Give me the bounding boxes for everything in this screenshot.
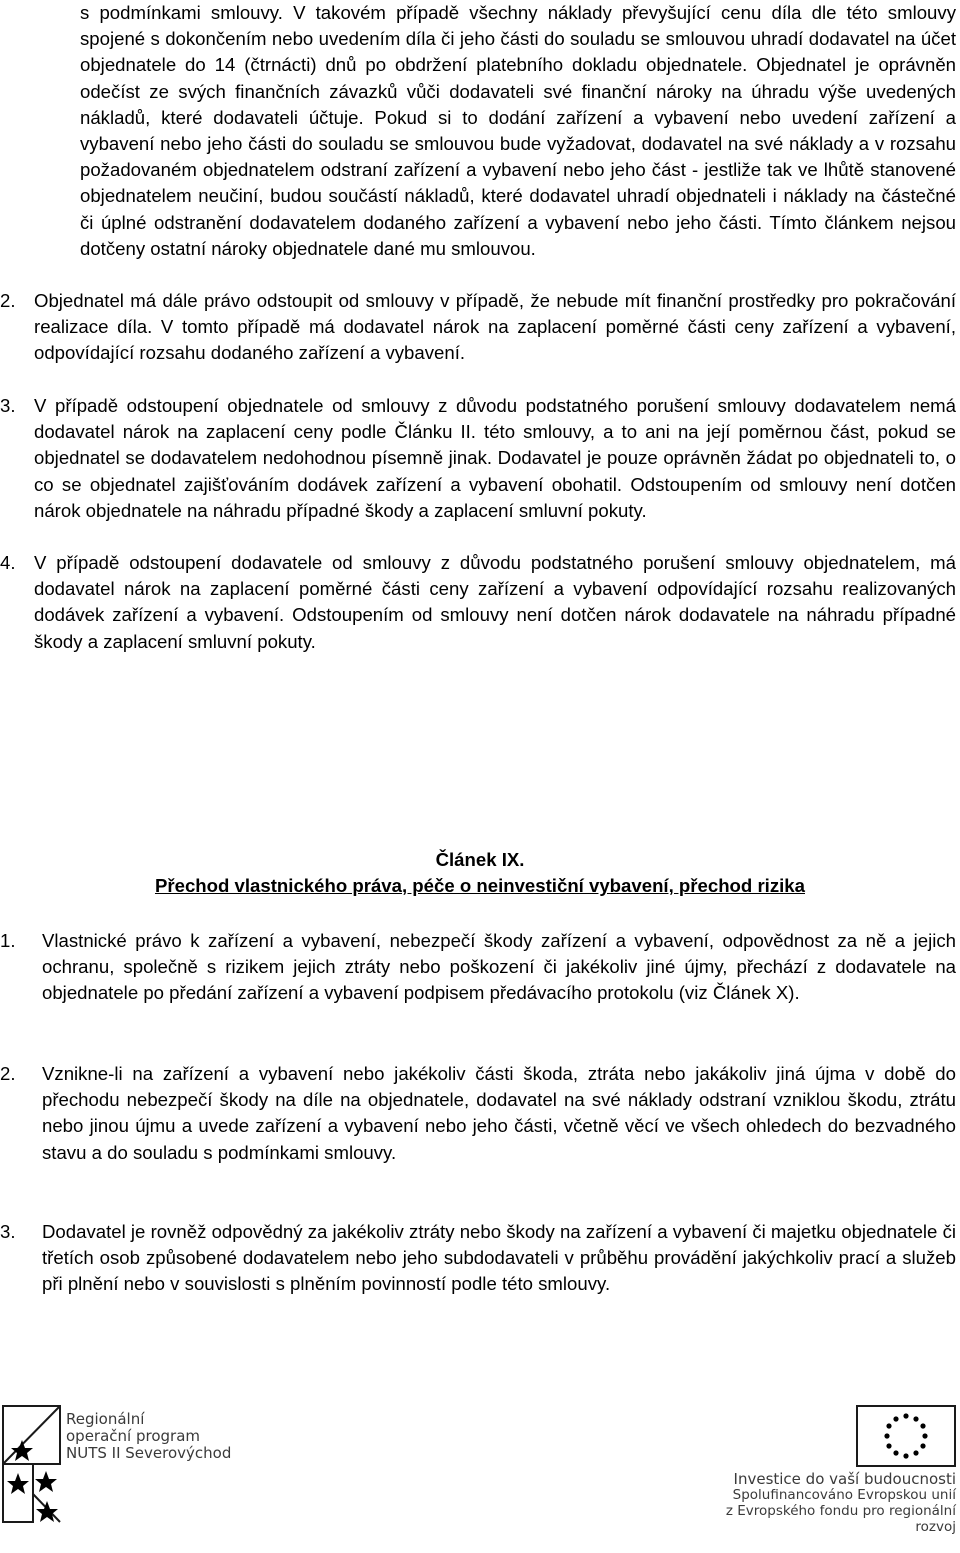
eu-line-2: Spolufinancováno Evropskou unií [732,1487,956,1503]
rop-logo-text [66,1411,231,1462]
item-number: 3. [0,1221,16,1242]
star-icon [35,1471,57,1492]
rop-logo [2,1405,242,1525]
eu-line-3: z Evropského fondu pro regionální rozvoj [725,1503,956,1535]
item-number: 3. [0,395,16,416]
article-title: Článek IX. [435,849,525,870]
rop-line-3: NUTS II Severovýchod [66,1444,232,1462]
rop-line-2: operační program [66,1427,201,1445]
item-text: V případě odstoupení dodavatele od smlouvy z důvodu podstatného porušení smlouvy objednatelem, má dodavatel nárok na zaplacení poměrné části ceny zařízení a vybavení odpovídající rozsahu realizovaných dodávek zařízení a vybavení. Odstoupením od smlouvy není dotčen nárok dodavatele na náhradu případné škody a zaplacení smluvní pokuty. [34,552,956,652]
rop-logo-graphic [2,1405,64,1525]
eu-logo-text [688,1471,956,1535]
item-text: Vlastnické právo k zařízení a vybavení, nebezpečí škody zařízení a vybavení, odpovědnost za ně a jejich ochranu, společně s rizikem jejich ztráty nebo poškození či jakékoliv jiné újmy, přechází z dodavatele na objednatele po předání zařízení a vybavení podpisem předávacího protokolu (viz Článek X). [42,930,956,1004]
eu-line-1: Investice do vaší budoucnosti [733,1470,956,1488]
item-number: 1. [0,930,16,951]
list-item-a3 [0,393,956,524]
item-text: Objednatel má dále právo odstoupit od smlouvy v případě, že nebude mít finanční prostředky pro pokračování realizace díla. V tomto případě má dodavatel nárok na zaplacení poměrné části ceny zařízení a vybavení, odpovídající rozsahu dodaného zařízení a vybavení. [34,290,956,364]
article-heading: Přechod vlastnického práva, péče o neinvestiční vybavení, přechod rizika [154,875,805,896]
item-number: 2. [0,1063,16,1084]
item-number: 4. [0,552,16,573]
intro-paragraph: s podmínkami smlouvy. V takovém případě všechny náklady převyšující cenu díla dle této smlouvy spojené s dokončením nebo uvedením díla či jeho části do souladu se smlouvou uhradí dodavatel na účet objednatele do 14 (čtrnácti) dnů po obdržení platebního dokladu objednatele. Objednatel je oprávněn odečíst ze svých finančních závazků vůči dodavateli své finanční nároky na úhradu výše uvedených nákladů, které dodavateli účtuje. Pokud si to dodání zařízení a vybavení nebo uvedení zařízení a vybavení nebo jeho části do souladu se smlouvou bude vyžadovat, dodavatel na své náklady a v rozsahu požadovaném objednatelem odstraní zařízení a vybavení nebo jeho část - jestliže tak ve lhůtě stanovené objednatelem neučiní, budou součástí nákladů, které dodavatel uhradí objednateli i náklady na částečné či úplné odstranění dodavatelem dodaného zařízení a vybavení nebo jeho části. Tímto článkem nejsou dotčeny ostatní nároky objednatele dané mu smlouvou. [80,2,956,259]
eu-logo [688,1405,958,1535]
item-text: V případě odstoupení objednatele od smlouvy z důvodu podstatného porušení smlouvy dodavatelem nemá dodavatel nárok na zaplacení ceny podle Článku II. této smlouvy, a to ani na její poměrnou část, pokud se objednatel se dodavatelem nedohodnou písemně jinak. Dodavatel je pouze oprávněn žádat po objednateli to, o co se objednatel zajišťováním dodávek zařízení a vybavení obohatil. Odstoupením od smlouvy není dotčen nárok objednatele na náhradu případné škody a zaplacení smluvní pokuty. [34,395,956,521]
list-item-b2 [0,1061,956,1166]
list-item-b3 [0,1219,956,1298]
list-item-a4 [0,550,956,655]
item-text: Dodavatel je rovněž odpovědný za jakékoliv ztráty nebo škody na zařízení a vybavení či majetku objednatele či třetích osob způsobené dodavatelem nebo jeho subdodavateli v průběhu provádění jakýchkoliv prací a služeb při plnění nebo v souvislosti s plněním povinností podle této smlouvy. [42,1221,956,1295]
item-text: Vznikne-li na zařízení a vybavení nebo jakékoliv části škoda, ztráta nebo jakákoliv jiná újma v době do přechodu nebezpečí škody na díle na objednatele, dodavatel na své náklady odstraní vzniklou škodu, ztrátu nebo jinou újmu a uvede zařízení a vybavení nebo jeho části, včetně věcí ve všech ohledech do bezvadného stavu a do souladu s podmínkami smlouvy. [42,1063,956,1163]
list-item-b1 [0,928,956,1007]
rop-line-1: Regionální [66,1410,145,1428]
eu-flag-icon [856,1405,956,1467]
star-icon [36,1501,58,1522]
item-number: 2. [0,290,16,311]
list-item-a2 [0,288,956,367]
